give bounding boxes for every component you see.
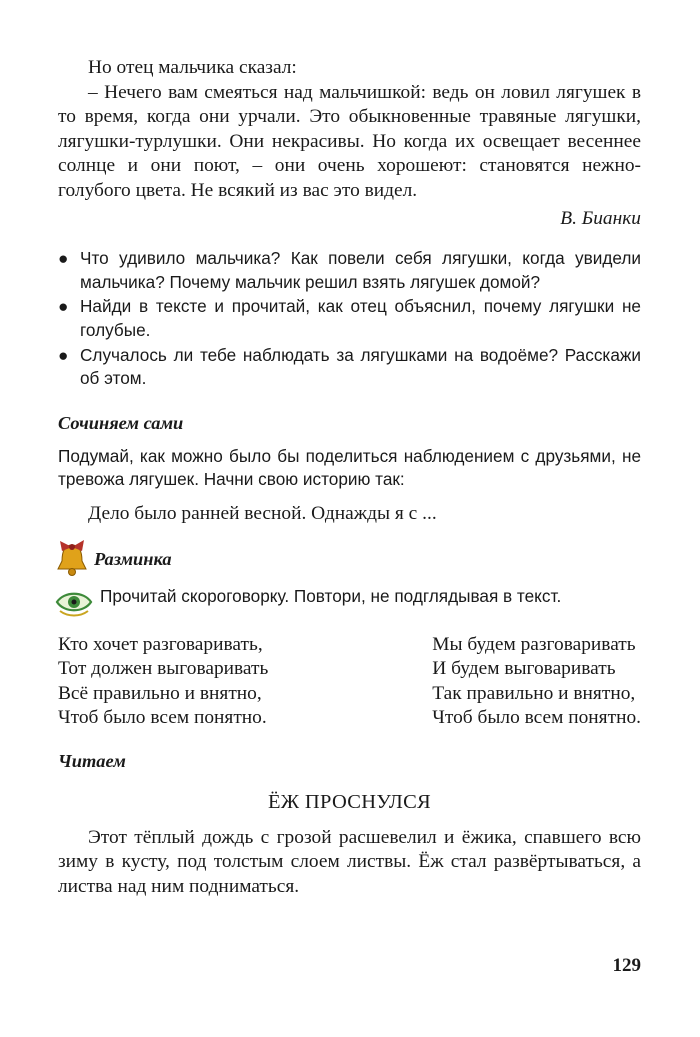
warmup-header — [58, 539, 641, 579]
question-list — [58, 247, 641, 391]
question-text: Что удивило мальчика? Как повели себя лягушки, когда увидели мальчика? Почему мальчик решил взять лягушек домой? — [80, 248, 641, 292]
question-item — [58, 247, 641, 294]
page-number: 129 — [612, 955, 641, 976]
warmup-task — [58, 585, 641, 619]
question-text: Случалось ли тебе наблюдать за лягушками на водоёме? Расскажи об этом. — [80, 344, 641, 389]
poem-column-left — [58, 633, 268, 731]
eye-icon — [54, 585, 94, 619]
poem-line: Так правильно и внятно, — [432, 682, 636, 704]
passage-paragraph: – Нечего вам смеяться над мальчишкой: ведь он ловил лягушек в то время, когда они урчали. Это обыкновенные травяные лягушки, лягушки-турлушки. Они некрасивы. Но когда их освещает весеннее солнце и они поют, – они очень хорошеют: становятся нежно-голубого цвета. Не всякий из вас это видел. — [58, 81, 641, 201]
question-item — [58, 295, 641, 342]
question-item — [58, 344, 641, 391]
poem-line: Чтоб было всем понятно. — [432, 707, 641, 729]
bell-icon — [52, 539, 92, 579]
bullet-icon: ● — [58, 248, 69, 269]
passage-paragraph: Но отец мальчика сказал: — [88, 57, 297, 78]
poem-line: Кто хочет разговаривать, — [58, 633, 263, 655]
author: В. Бианки — [560, 207, 641, 229]
bullet-icon: ● — [58, 344, 69, 365]
poem-line: Мы будем разговаривать — [432, 633, 636, 655]
poem-line: И будем выговаривать — [432, 658, 616, 680]
poem-line: Всё правильно и внятно, — [58, 682, 262, 704]
poem-line: Чтоб было всем понятно. — [58, 707, 267, 729]
section-heading-warmup: Разминка — [94, 548, 172, 569]
story-title: ЁЖ ПРОСНУЛСЯ — [267, 790, 432, 813]
tongue-twister — [58, 633, 641, 731]
section-heading-reading: Читаем — [58, 750, 126, 771]
task-text: Прочитай скороговорку. Повтори, не подглядывая в текст. — [100, 585, 562, 606]
question-text: Найди в тексте и прочитай, как отец объяснил, почему лягушки не голубые. — [80, 296, 641, 340]
bullet-icon: ● — [58, 296, 69, 317]
page-content — [58, 56, 641, 900]
story-text: Этот тёплый дождь с грозой расшевелил и ёжика, спавшего всю зиму в кусту, под толстым слоем листвы. Ёж стал развёртываться, а листва над ним подниматься. — [58, 826, 641, 898]
section-heading-compose: Сочиняем сами — [58, 412, 184, 433]
story-start: Дело было ранней весной. Однажды я с ... — [88, 502, 437, 524]
passage — [58, 56, 641, 231]
poem-line: Тот должен выговаривать — [58, 658, 269, 680]
compose-text: Подумай, как можно было бы поделиться наблюдением с друзьями, не тревожа лягушек. Начни свою историю так: — [58, 445, 641, 490]
poem-column-right — [432, 633, 641, 731]
